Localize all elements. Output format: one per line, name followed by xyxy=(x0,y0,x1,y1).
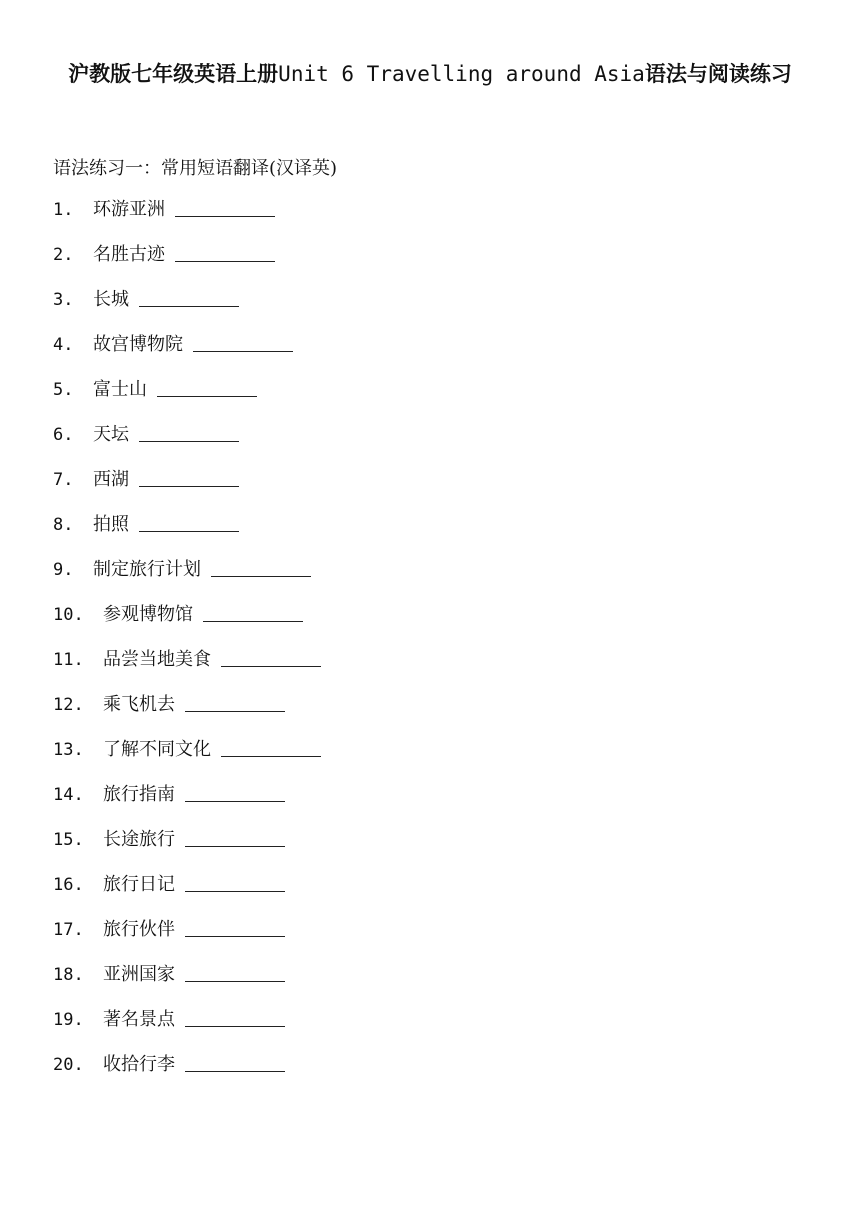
title-cn-prefix: 沪教版七年级英语上册 xyxy=(68,61,279,86)
answer-blank[interactable] xyxy=(211,558,311,577)
item-phrase: 环游亚洲 xyxy=(93,199,165,220)
list-item xyxy=(53,783,321,828)
item-number: 20. xyxy=(53,1055,84,1075)
answer-blank[interactable] xyxy=(185,1053,285,1072)
item-number: 5. xyxy=(53,380,74,400)
list-item xyxy=(53,513,321,558)
item-number: 18. xyxy=(53,965,84,985)
section-heading: 语法练习一：常用短语翻译(汉译英) xyxy=(53,158,338,179)
answer-blank[interactable] xyxy=(175,198,275,217)
title-cn-suffix: 语法与阅读练习 xyxy=(644,61,792,86)
item-phrase: 品尝当地美食 xyxy=(103,649,211,670)
item-phrase: 长城 xyxy=(93,289,129,310)
answer-blank[interactable] xyxy=(221,738,321,757)
item-number: 12. xyxy=(53,695,84,715)
item-number: 16. xyxy=(53,875,84,895)
item-phrase: 西湖 xyxy=(93,469,129,490)
answer-blank[interactable] xyxy=(185,918,285,937)
item-number: 10. xyxy=(53,605,84,625)
answer-blank[interactable] xyxy=(157,378,257,397)
item-phrase: 亚洲国家 xyxy=(103,964,175,985)
item-phrase: 乘飞机去 xyxy=(103,694,175,715)
item-phrase: 天坛 xyxy=(93,424,129,445)
item-number: 9. xyxy=(53,560,74,580)
item-phrase: 旅行指南 xyxy=(103,784,175,805)
item-phrase: 著名景点 xyxy=(103,1009,175,1030)
answer-blank[interactable] xyxy=(185,828,285,847)
list-item xyxy=(53,918,321,963)
list-item xyxy=(53,693,321,738)
item-number: 6. xyxy=(53,425,74,445)
item-phrase: 收拾行李 xyxy=(103,1054,175,1075)
item-phrase: 拍照 xyxy=(93,514,129,535)
item-number: 17. xyxy=(53,920,84,940)
answer-blank[interactable] xyxy=(221,648,321,667)
answer-blank[interactable] xyxy=(193,333,293,352)
answer-blank[interactable] xyxy=(185,783,285,802)
list-item xyxy=(53,963,321,1008)
list-item xyxy=(53,468,321,513)
translation-list xyxy=(53,198,321,1098)
list-item xyxy=(53,558,321,603)
answer-blank[interactable] xyxy=(175,243,275,262)
list-item xyxy=(53,1008,321,1053)
list-item xyxy=(53,873,321,918)
list-item xyxy=(53,378,321,423)
item-phrase: 长途旅行 xyxy=(103,829,175,850)
list-item xyxy=(53,423,321,468)
answer-blank[interactable] xyxy=(139,423,239,442)
item-phrase: 富士山 xyxy=(93,379,147,400)
item-phrase: 了解不同文化 xyxy=(103,739,211,760)
item-number: 8. xyxy=(53,515,74,535)
answer-blank[interactable] xyxy=(203,603,303,622)
list-item xyxy=(53,1053,321,1098)
list-item xyxy=(53,198,321,243)
list-item xyxy=(53,648,321,693)
list-item xyxy=(53,603,321,648)
item-phrase: 制定旅行计划 xyxy=(93,559,201,580)
item-phrase: 旅行伙伴 xyxy=(103,919,175,940)
item-number: 14. xyxy=(53,785,84,805)
list-item xyxy=(53,243,321,288)
item-number: 4. xyxy=(53,335,74,355)
item-phrase: 名胜古迹 xyxy=(93,244,165,265)
page-title xyxy=(0,58,860,88)
answer-blank[interactable] xyxy=(185,963,285,982)
item-number: 1. xyxy=(53,200,74,220)
list-item xyxy=(53,738,321,783)
title-en: Unit 6 Travelling around Asia xyxy=(278,62,645,86)
answer-blank[interactable] xyxy=(139,468,239,487)
answer-blank[interactable] xyxy=(139,288,239,307)
item-number: 19. xyxy=(53,1010,84,1030)
item-number: 13. xyxy=(53,740,84,760)
item-number: 11. xyxy=(53,650,84,670)
answer-blank[interactable] xyxy=(185,693,285,712)
item-phrase: 旅行日记 xyxy=(103,874,175,895)
list-item xyxy=(53,288,321,333)
item-phrase: 参观博物馆 xyxy=(103,604,193,625)
answer-blank[interactable] xyxy=(185,1008,285,1027)
item-number: 7. xyxy=(53,470,74,490)
item-number: 2. xyxy=(53,245,74,265)
list-item xyxy=(53,333,321,378)
answer-blank[interactable] xyxy=(185,873,285,892)
list-item xyxy=(53,828,321,873)
item-number: 15. xyxy=(53,830,84,850)
answer-blank[interactable] xyxy=(139,513,239,532)
item-number: 3. xyxy=(53,290,74,310)
item-phrase: 故宫博物院 xyxy=(93,334,183,355)
